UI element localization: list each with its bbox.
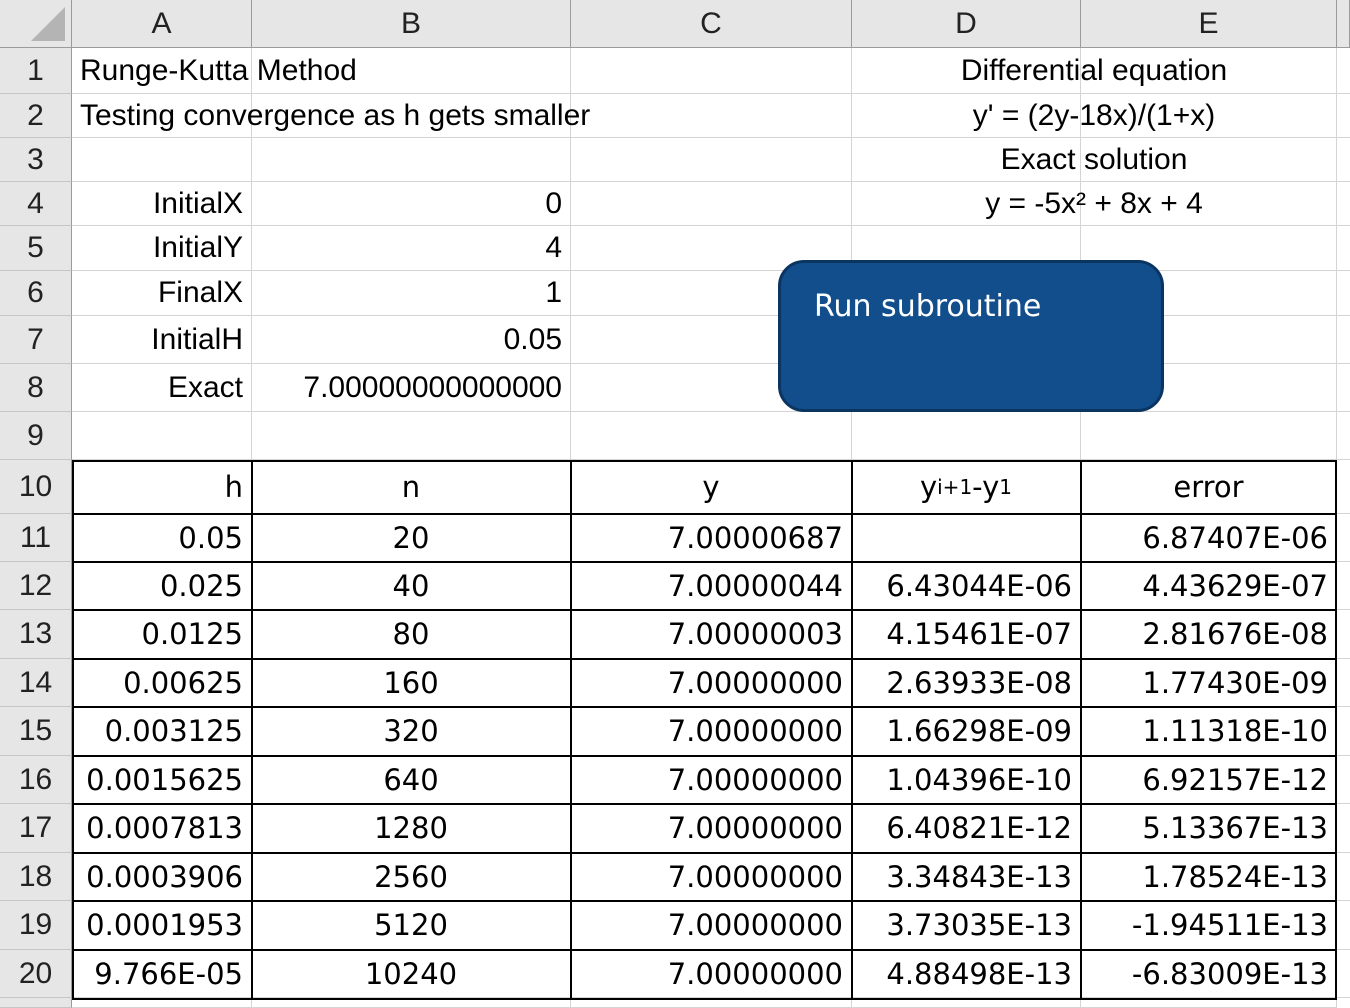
table-cell-error[interactable]: 1.77430E-09 xyxy=(1081,659,1337,707)
table-cell-n[interactable]: 320 xyxy=(252,707,571,756)
title-cell[interactable]: Runge-Kutta Method xyxy=(72,48,571,94)
cell-empty[interactable] xyxy=(1337,562,1350,610)
table-cell-error[interactable]: 1.11318E-10 xyxy=(1081,707,1337,756)
row-header-6[interactable]: 6 xyxy=(0,271,72,316)
column-header-filler xyxy=(1337,0,1350,48)
cell-empty[interactable] xyxy=(1337,412,1350,460)
row-header-5[interactable]: 5 xyxy=(0,226,72,271)
param-value-initialx[interactable]: 0 xyxy=(252,182,571,226)
table-cell-error[interactable]: 6.92157E-12 xyxy=(1081,756,1337,804)
row-header-17[interactable]: 17 xyxy=(0,804,72,853)
row-header-2[interactable]: 2 xyxy=(0,94,72,138)
column-header-a[interactable]: A xyxy=(72,0,252,48)
cell-empty[interactable] xyxy=(72,138,252,182)
table-cell-h[interactable]: 0.0015625 xyxy=(72,756,252,804)
table-cell-n[interactable]: 20 xyxy=(252,514,571,562)
table-header-difference[interactable] xyxy=(852,460,1081,514)
cell-empty[interactable] xyxy=(1337,804,1350,853)
table-header-n[interactable]: n xyxy=(252,460,571,514)
column-header-d[interactable]: D xyxy=(852,0,1081,48)
cell-empty[interactable] xyxy=(252,998,571,1008)
table-cell-n[interactable]: 160 xyxy=(252,659,571,707)
diff-header-sub-i1: i+1 xyxy=(937,474,973,499)
select-all-triangle-icon xyxy=(31,7,65,41)
cell-empty[interactable] xyxy=(1081,998,1337,1008)
table-cell-h[interactable]: 0.025 xyxy=(72,562,252,610)
param-label-initialx[interactable]: InitialX xyxy=(72,182,252,226)
column-header-e[interactable]: E xyxy=(1081,0,1337,48)
subtitle-cell[interactable]: Testing convergence as h gets smaller xyxy=(72,94,571,138)
cell-empty[interactable] xyxy=(1337,756,1350,804)
table-cell-error[interactable]: -6.83009E-13 xyxy=(1081,950,1337,998)
table-cell-difference[interactable]: 6.43044E-06 xyxy=(852,562,1081,610)
table-cell-error[interactable]: 4.43629E-07 xyxy=(1081,562,1337,610)
cell-empty[interactable] xyxy=(1337,138,1350,182)
diff-header-minus-y: -y xyxy=(972,469,1000,504)
cell-empty[interactable] xyxy=(1337,364,1350,412)
row-header-18[interactable]: 18 xyxy=(0,853,72,901)
diff-header-sub-1: 1 xyxy=(999,474,1013,499)
table-cell-h[interactable]: 0.0125 xyxy=(72,610,252,659)
table-cell-difference[interactable]: 3.34843E-13 xyxy=(852,853,1081,901)
column-header-b[interactable]: B xyxy=(252,0,571,48)
table-cell-y[interactable]: 7.00000000 xyxy=(571,756,852,804)
table-cell-y[interactable]: 7.00000000 xyxy=(571,901,852,950)
cell-empty[interactable] xyxy=(1337,610,1350,659)
param-value-finalx[interactable]: 1 xyxy=(252,271,571,316)
table-cell-y[interactable]: 7.00000687 xyxy=(571,514,852,562)
row-header-8[interactable]: 8 xyxy=(0,364,72,412)
table-cell-h[interactable]: 0.05 xyxy=(72,514,252,562)
param-label-exact[interactable]: Exact xyxy=(72,364,252,412)
row-header-19[interactable]: 19 xyxy=(0,901,72,950)
select-all-corner[interactable] xyxy=(0,0,72,48)
row-header-7[interactable]: 7 xyxy=(0,316,72,364)
exact-solution-formula[interactable]: y = -5x² + 8x + 4 xyxy=(852,182,1337,226)
cell-empty[interactable] xyxy=(852,412,1081,460)
run-subroutine-button[interactable]: Run subroutine xyxy=(778,260,1164,412)
table-cell-n[interactable]: 5120 xyxy=(252,901,571,950)
table-cell-difference[interactable]: 2.63933E-08 xyxy=(852,659,1081,707)
table-cell-h[interactable]: 0.003125 xyxy=(72,707,252,756)
table-cell-y[interactable]: 7.00000044 xyxy=(571,562,852,610)
cell-empty[interactable] xyxy=(1337,48,1350,94)
table-cell-error[interactable]: 2.81676E-08 xyxy=(1081,610,1337,659)
table-cell-difference[interactable]: 3.73035E-13 xyxy=(852,901,1081,950)
cell-empty[interactable] xyxy=(1337,460,1350,514)
table-cell-h[interactable]: 0.0007813 xyxy=(72,804,252,853)
cell-empty[interactable] xyxy=(1337,950,1350,998)
table-cell-y[interactable]: 7.00000000 xyxy=(571,950,852,998)
differential-equation-label[interactable]: Differential equation xyxy=(852,48,1337,94)
cell-empty[interactable] xyxy=(1337,182,1350,226)
row-header-9[interactable]: 9 xyxy=(0,412,72,460)
cell-empty[interactable] xyxy=(852,998,1081,1008)
row-header-filler xyxy=(0,998,72,1008)
table-header-error[interactable]: error xyxy=(1081,460,1337,514)
table-cell-difference[interactable]: 1.66298E-09 xyxy=(852,707,1081,756)
row-header-12[interactable]: 12 xyxy=(0,562,72,610)
table-cell-error[interactable]: 1.78524E-13 xyxy=(1081,853,1337,901)
differential-equation-formula[interactable]: y' = (2y-18x)/(1+x) xyxy=(852,94,1337,138)
param-value-initialh[interactable]: 0.05 xyxy=(252,316,571,364)
table-cell-y[interactable]: 7.00000000 xyxy=(571,659,852,707)
table-cell-h[interactable]: 0.0001953 xyxy=(72,901,252,950)
cell-empty[interactable] xyxy=(1337,901,1350,950)
row-header-1[interactable]: 1 xyxy=(0,48,72,94)
row-header-3[interactable]: 3 xyxy=(0,138,72,182)
cell-empty[interactable] xyxy=(571,138,852,182)
table-cell-y[interactable]: 7.00000003 xyxy=(571,610,852,659)
table-cell-h[interactable]: 9.766E-05 xyxy=(72,950,252,998)
cell-empty[interactable] xyxy=(252,138,571,182)
row-header-4[interactable]: 4 xyxy=(0,182,72,226)
column-header-c[interactable]: C xyxy=(571,0,852,48)
table-cell-error[interactable]: -1.94511E-13 xyxy=(1081,901,1337,950)
table-cell-n[interactable]: 10240 xyxy=(252,950,571,998)
table-cell-error[interactable]: 6.87407E-06 xyxy=(1081,514,1337,562)
cell-empty[interactable] xyxy=(571,182,852,226)
table-cell-n[interactable]: 1280 xyxy=(252,804,571,853)
cell-empty[interactable] xyxy=(1081,412,1337,460)
table-cell-difference[interactable]: 4.88498E-13 xyxy=(852,950,1081,998)
table-cell-difference[interactable]: 1.04396E-10 xyxy=(852,756,1081,804)
table-cell-y[interactable]: 7.00000000 xyxy=(571,804,852,853)
table-header-y[interactable]: y xyxy=(571,460,852,514)
cell-empty[interactable] xyxy=(571,48,852,94)
cell-empty[interactable] xyxy=(1337,271,1350,316)
row-header-16[interactable]: 16 xyxy=(0,756,72,804)
diff-header-main: y xyxy=(919,469,938,504)
table-cell-n[interactable]: 40 xyxy=(252,562,571,610)
cell-empty[interactable] xyxy=(1337,707,1350,756)
table-cell-difference[interactable]: 4.15461E-07 xyxy=(852,610,1081,659)
cell-empty[interactable] xyxy=(1337,316,1350,364)
row-header-14[interactable]: 14 xyxy=(0,659,72,707)
table-cell-difference[interactable] xyxy=(852,514,1081,562)
param-label-initialy[interactable]: InitialY xyxy=(72,226,252,271)
param-label-initialh[interactable]: InitialH xyxy=(72,316,252,364)
table-cell-y[interactable]: 7.00000000 xyxy=(571,707,852,756)
table-cell-n[interactable]: 640 xyxy=(252,756,571,804)
cell-empty[interactable] xyxy=(571,94,852,138)
param-label-finalx[interactable]: FinalX xyxy=(72,271,252,316)
table-cell-error[interactable]: 5.13367E-13 xyxy=(1081,804,1337,853)
cell-empty[interactable] xyxy=(72,998,252,1008)
table-cell-y[interactable]: 7.00000000 xyxy=(571,853,852,901)
row-header-13[interactable]: 13 xyxy=(0,610,72,659)
param-value-exact[interactable]: 7.00000000000000 xyxy=(252,364,571,412)
cell-empty[interactable] xyxy=(1337,514,1350,562)
row-header-20[interactable]: 20 xyxy=(0,950,72,998)
table-cell-n[interactable]: 2560 xyxy=(252,853,571,901)
row-header-10[interactable]: 10 xyxy=(0,460,72,514)
param-value-initialy[interactable]: 4 xyxy=(252,226,571,271)
row-header-15[interactable]: 15 xyxy=(0,707,72,756)
cell-empty[interactable] xyxy=(571,412,852,460)
cell-empty[interactable] xyxy=(571,998,852,1008)
table-cell-difference[interactable]: 6.40821E-12 xyxy=(852,804,1081,853)
cell-empty[interactable] xyxy=(1337,94,1350,138)
cell-empty[interactable] xyxy=(1337,659,1350,707)
cell-empty[interactable] xyxy=(1337,226,1350,271)
table-cell-h[interactable]: 0.00625 xyxy=(72,659,252,707)
cell-empty[interactable] xyxy=(252,412,571,460)
row-header-11[interactable]: 11 xyxy=(0,514,72,562)
table-cell-n[interactable]: 80 xyxy=(252,610,571,659)
table-header-h[interactable]: h xyxy=(72,460,252,514)
cell-empty[interactable] xyxy=(72,412,252,460)
exact-solution-label[interactable]: Exact solution xyxy=(852,138,1337,182)
cell-empty[interactable] xyxy=(1337,853,1350,901)
table-cell-h[interactable]: 0.0003906 xyxy=(72,853,252,901)
